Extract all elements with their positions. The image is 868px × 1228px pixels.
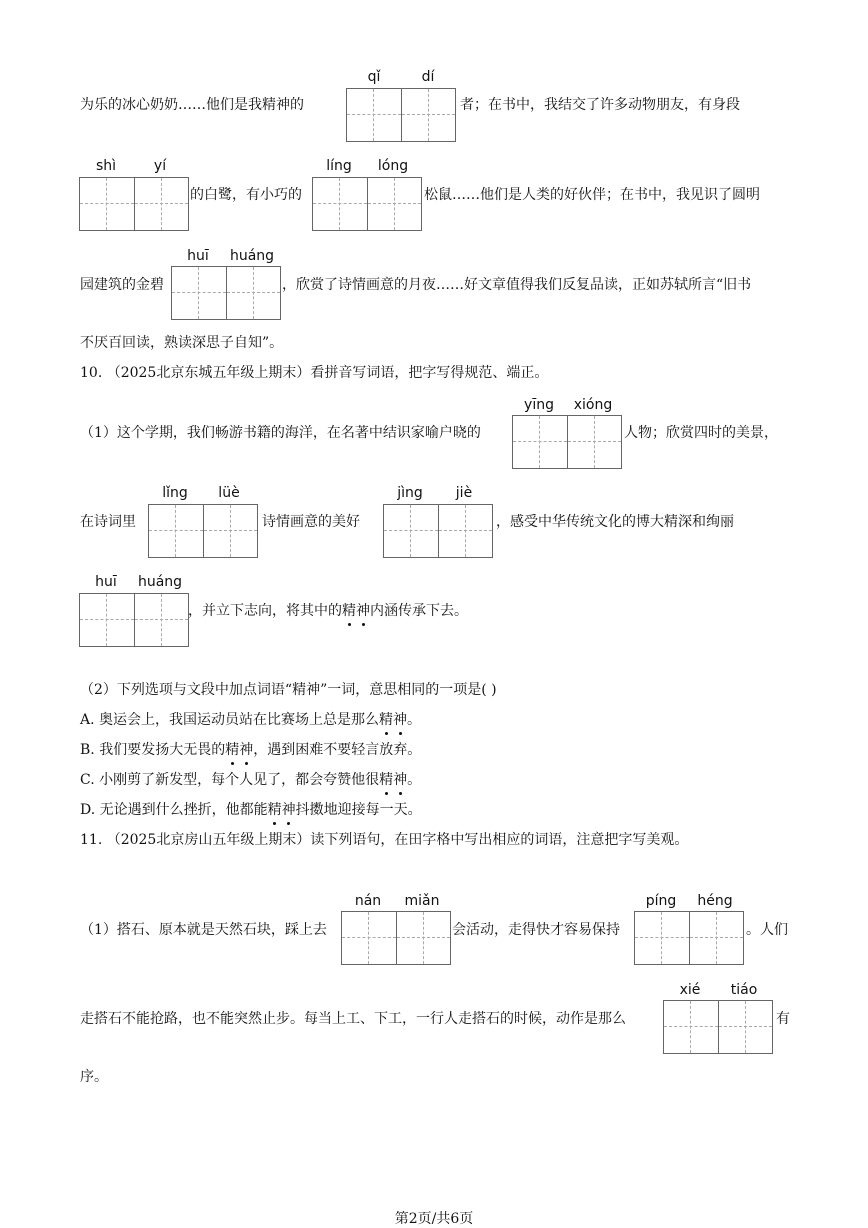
intro-line3-before: 园建筑的金碧 (80, 277, 164, 293)
intro-line2-after: 松鼠……他们是人类的好伙伴；在书中，我见识了圆明 (424, 187, 760, 203)
q11-p3: 序。 (80, 1069, 108, 1085)
pinyin-ying: yīng (524, 397, 554, 413)
intro-line1-after: 者；在书中，我结交了许多动物朋友，有身段 (460, 97, 740, 113)
option-text-end: 。 (407, 772, 422, 788)
pinyin-long: lóng (377, 158, 409, 174)
pinyin-xiong: xióng (573, 397, 613, 413)
emphasis-char: 神 (356, 603, 370, 619)
grid-huihuang[interactable] (171, 266, 281, 320)
jingshen-dotted (342, 603, 370, 619)
pinyin-hui: huī (187, 248, 209, 264)
grid-jingjie[interactable] (383, 504, 493, 558)
pinyin-mian: miǎn (404, 893, 440, 909)
q11-p1-before: （1）搭石、原本就是天然石块，踩上去 (80, 922, 327, 938)
option-text: B. 我们要发扬大无畏的 (80, 742, 226, 758)
grid-linglong[interactable] (312, 177, 422, 231)
emphasis-char: 神 (393, 772, 408, 788)
q10-p2-mid: 诗情画意的美好 (262, 514, 360, 530)
option-c[interactable] (80, 771, 421, 789)
intro-line2-mid: 的白鹭，有小巧的 (190, 187, 302, 203)
q11-header: 11. （2025北京房山五年级上期末）读下列语句，在田字格中写出相应的词语，注意把字写美观。 (80, 832, 689, 848)
option-text-end: ，遇到困难不要轻言放弃。 (253, 742, 422, 758)
emphasis-char: 神 (393, 712, 408, 728)
grid-yingxiong[interactable] (512, 415, 622, 469)
pinyin-ping: píng (645, 893, 677, 909)
emphasis-char: 精 (225, 742, 240, 758)
option-a[interactable] (80, 711, 421, 729)
grid-shiyi[interactable] (79, 177, 189, 231)
pinyin-lue: lüè (218, 485, 240, 501)
q10-p1-after: 人物；欣赏四时的美景， (624, 425, 778, 441)
q10-p1-before: （1）这个学期，我们畅游书籍的海洋，在名著中结识家喻户晓的 (80, 425, 481, 441)
pinyin-qi: qǐ (367, 69, 381, 85)
option-text: C. 小刚剪了新发型，每个人见了，都会夸赞他很 (80, 772, 380, 788)
pinyin-jing: jìng (397, 485, 423, 501)
q10-p2-after: ，感受中华传统文化的博大精深和绚丽 (496, 514, 734, 530)
q11-p1-after: 。人们 (746, 922, 788, 938)
emphasis-char: 精 (379, 712, 394, 728)
grid-nanmian[interactable] (341, 911, 451, 965)
intro-line4: 不厌百回读，熟读深思子自知”。 (80, 335, 284, 351)
page-footer: 第2页/共6页 (394, 1211, 474, 1227)
pinyin-di: dí (421, 69, 435, 85)
pinyin-huang: huáng (229, 248, 275, 264)
q10-sub2: （2）下列选项与文段中加点词语“精神”一词，意思相同的一项是( ) (80, 682, 497, 698)
q10-p3: ，并立下志向，将其中的精神内涵传承下去。 (188, 603, 468, 619)
q10-p2-before: 在诗词里 (80, 514, 136, 530)
pinyin-heng: héng (697, 893, 733, 909)
option-text: A. 奥运会上，我国运动员站在比赛场上总是那么 (80, 712, 380, 728)
grid-qidi[interactable] (346, 88, 456, 142)
emphasis-char: 神 (239, 742, 254, 758)
intro-line1-before: 为乐的冰心奶奶……他们是我精神的 (80, 97, 304, 113)
pinyin-ling3: lǐng (162, 485, 188, 501)
option-emphasis (379, 712, 407, 728)
option-emphasis (268, 802, 296, 818)
grid-linglue[interactable] (148, 504, 258, 558)
option-text: D. 无论遇到什么挫折，他都能 (80, 802, 268, 818)
option-d[interactable] (80, 801, 422, 819)
grid-pingheng[interactable] (634, 911, 744, 965)
option-emphasis (225, 742, 253, 758)
option-b[interactable] (80, 741, 421, 759)
q11-p2-after: 有 (776, 1011, 790, 1027)
emphasis-char: 精 (342, 603, 356, 619)
pinyin-jie: jiè (455, 485, 473, 501)
grid-huihuang-2[interactable] (79, 593, 189, 647)
q11-p2-before: 走搭石不能抢路，也不能突然止步。每当上工、下工，一行人走搭石的时候，动作是那么 (80, 1011, 626, 1027)
option-text-end: 抖擞地迎接每一天。 (295, 802, 422, 818)
q11-p1-mid: 会活动，走得快才容易保持 (452, 922, 620, 938)
pinyin-huang2: huáng (137, 574, 183, 590)
pinyin-ling: líng (326, 158, 352, 174)
emphasis-char: 精 (267, 802, 282, 818)
option-emphasis (379, 772, 407, 788)
grid-xietiao[interactable] (663, 1000, 773, 1054)
pinyin-yi: yí (153, 158, 167, 174)
pinyin-tiao: tiáo (730, 982, 758, 998)
pinyin-shi: shì (95, 158, 117, 174)
emphasis-char: 精 (379, 772, 394, 788)
pinyin-xie: xié (679, 982, 701, 998)
pinyin-hui2: huī (95, 574, 117, 590)
intro-line3-after: ，欣赏了诗情画意的月夜……好文章值得我们反复品读，正如苏轼所言“旧书 (282, 277, 752, 293)
pinyin-nan: nán (354, 893, 382, 909)
q10-header: 10. （2025北京东城五年级上期末）看拼音写词语，把字写得规范、端正。 (80, 365, 549, 381)
option-text-end: 。 (407, 712, 422, 728)
emphasis-char: 神 (281, 802, 296, 818)
